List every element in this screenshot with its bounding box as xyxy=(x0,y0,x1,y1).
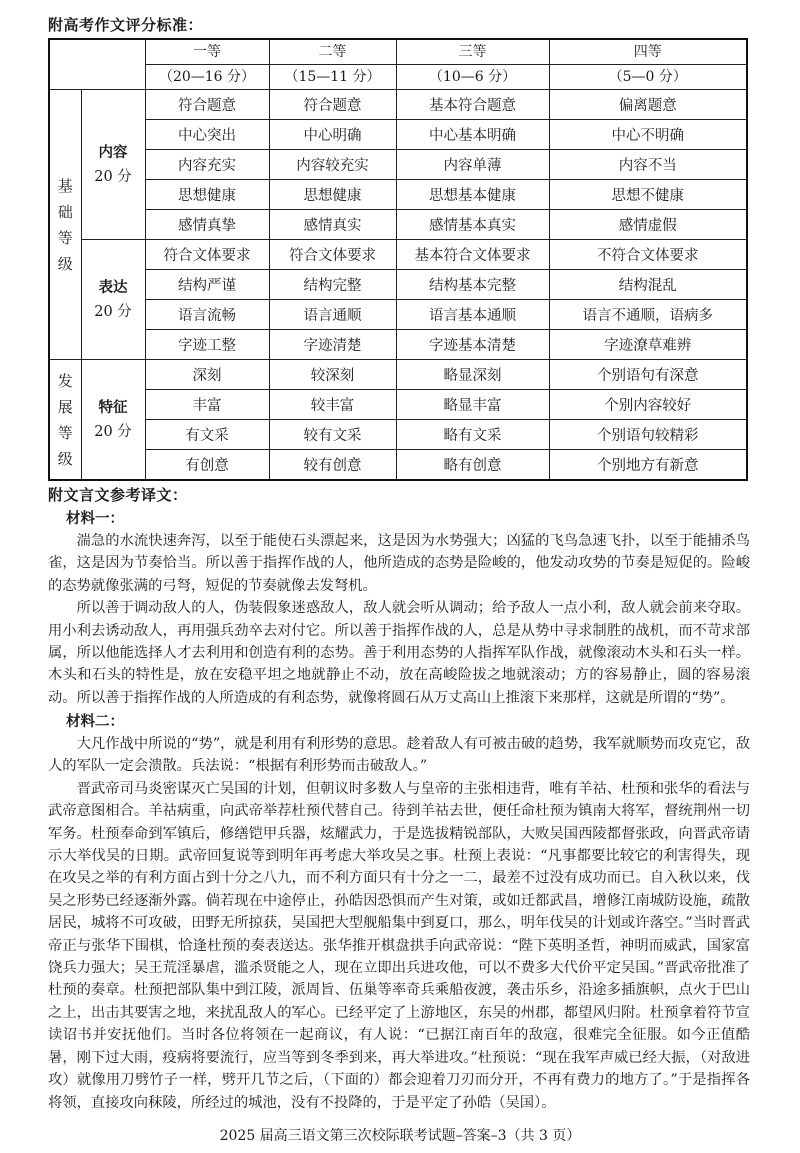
material-2-text xyxy=(48,733,750,1114)
grading-rubric-table xyxy=(48,38,748,481)
table-cell: 字迹基本清楚 xyxy=(396,330,549,360)
table-row xyxy=(49,330,747,360)
table-cell: 有文采 xyxy=(145,420,269,450)
table-cell: 语言基本通顺 xyxy=(396,300,549,330)
table-cell: 内容充实 xyxy=(145,150,269,180)
level-basic-char: 基 xyxy=(57,176,73,195)
table-cell: 内容较充实 xyxy=(269,150,396,180)
table-row xyxy=(49,270,747,300)
grade-1-name: 一等 xyxy=(145,39,269,65)
paragraph: 大凡作战中所说的“势”，就是利用有利形势的意思。趁着敌人有可被击破的趋势，我军就顺势而攻克它，敌人的军队一定会溃散。兵法说：“根据有利形势而击破敌人。” xyxy=(48,736,750,775)
category-expression-score: 20 分 xyxy=(94,303,132,320)
level-basic-char: 础 xyxy=(57,202,73,221)
rubric-corner-cell xyxy=(49,39,145,90)
table-cell: 较有创意 xyxy=(269,450,396,481)
table-row xyxy=(49,180,747,210)
table-cell: 语言流畅 xyxy=(145,300,269,330)
paragraph: 湍急的水流快速奔泻，以至于能使石头漂起来，这是因为水势强大；凶猛的飞鸟急速飞扑，以至于能捕杀鸟雀，这是因为节奏恰当。所以善于指挥作战的人，他所造成的态势是险峻的，他发动攻势的节奏是短促的。险峻的态势就像张满的弓弩，短促的节奏就像去发弩机。 xyxy=(48,533,750,594)
table-row xyxy=(49,120,747,150)
table-cell: 偏离题意 xyxy=(549,90,747,120)
table-cell: 字迹清楚 xyxy=(269,330,396,360)
table-cell: 个别语句较精彩 xyxy=(549,420,747,450)
table-cell: 较有文采 xyxy=(269,420,396,450)
table-cell: 结构完整 xyxy=(269,270,396,300)
category-content-score: 20 分 xyxy=(94,168,132,185)
paragraph: 晋武帝司马炎密谋灭亡吴国的计划，但朝议时多数人与皇帝的主张相违背，唯有羊祜、杜预和张华的看法与武帝意图相合。羊祜病重，向武帝举荐杜预代替自己。待到羊祜去世，便任命杜预为镇南大将军，督统荆州一切军务。杜预奉命到军镇后，修缮铠甲兵器，炫耀武力，于是选拔精锐部队，大败吴国西陵都督张政，向晋武帝请示大举伐吴的日期。武帝回复说等到明年再考虑大举攻吴之事。杜预上表说：“凡事都要比较它的利害得失，现在攻吴之举的有利方面占到十分之八九，而不利方面只有十分之一二，最差不过没有成功而已。自入秋以来，伐吴之形势已经逐渐外露。倘若现在中途停止，孙皓因恐惧而产生对策，或如迁都武昌，增修江南城防设施，疏散居民，城将不可攻破，田野无所掠获，吴国把大型舰船集中到夏口，那么，明年伐吴的计划或许落空。”当时晋武帝正与张华下围棋，恰逢杜预的奏表送达。张华推开棋盘拱手向武帝说：“陛下英明圣哲，神明而威武，国家富饶兵力强大；吴王荒淫暴虐，滥杀贤能之人，现在立即出兵进攻他，可以不费多大代价平定吴国。”晋武帝批准了杜预的奏章。杜预把部队集中到江陵，派周旨、伍巢等率奇兵乘船夜渡，袭击乐乡，沿途多插旗帜，点火于巴山之上，出击其要害之地，来扰乱敌人的军心。已经平定了上游地区，东吴的州郡，都望风归附。杜预拿着符节宣读诏书并安抚他们。当时各位将领在一起商议，有人说：“已据江南百年的敌寇，很难完全征服。如今正值酷暑，刚下过大雨，疫病将要流行，应当等到冬季到来，再大举进攻。”杜预说：“现在我军声威已经大振，（对敌进攻）就像用刀劈竹子一样，劈开几节之后，（下面的）都会迎着刀刃而分开，不再有费力的地方了。”于是指挥各将领，直接攻向秣陵，所经过的城池，没有不投降的，于是平定了孙皓（吴国）。 xyxy=(48,780,750,1111)
table-cell: 思想不健康 xyxy=(549,180,747,210)
table-cell: 感情虚假 xyxy=(549,210,747,240)
grade-3-range: （10—6 分） xyxy=(396,65,549,90)
material-2-label: 材料二： xyxy=(66,714,124,730)
material-1-text xyxy=(48,530,750,709)
translation-title: 附文言文参考译文： xyxy=(48,486,188,504)
table-cell: 个别地方有新意 xyxy=(549,450,747,481)
table-cell: 结构严谨 xyxy=(145,270,269,300)
table-cell: 语言通顺 xyxy=(269,300,396,330)
table-cell: 思想基本健康 xyxy=(396,180,549,210)
table-cell: 中心基本明确 xyxy=(396,120,549,150)
material-1-label: 材料一： xyxy=(66,511,124,527)
level-basic-char: 等 xyxy=(57,228,73,247)
table-cell: 略有文采 xyxy=(396,420,549,450)
table-cell: 基本符合题意 xyxy=(396,90,549,120)
table-cell: 结构混乱 xyxy=(549,270,747,300)
table-cell: 符合文体要求 xyxy=(269,240,396,270)
table-cell: 个别语句有深意 xyxy=(549,360,747,390)
table-cell: 基本符合文体要求 xyxy=(396,240,549,270)
table-cell: 内容不当 xyxy=(549,150,747,180)
table-row xyxy=(49,210,747,240)
table-cell: 感情真实 xyxy=(269,210,396,240)
table-cell: 略显丰富 xyxy=(396,390,549,420)
table-row xyxy=(49,300,747,330)
grade-1-range: （20—16 分） xyxy=(145,65,269,90)
table-cell: 感情基本真实 xyxy=(396,210,549,240)
table-cell: 中心不明确 xyxy=(549,120,747,150)
category-content xyxy=(81,90,145,240)
table-row xyxy=(49,150,747,180)
level-development-char: 展 xyxy=(57,397,73,416)
paragraph: 所以善于调动敌人的人，伪装假象迷惑敌人，敌人就会听从调动；给予敌人一点小利，敌人就会前来夺取。用小利去诱动敌人，再用强兵劲卒去对付它。所以善于指挥作战的人，总是从势中寻求制胜的战机，而不苛求部属，所以他能选择人才去利用和创造有利的态势。善于利用态势的人指挥军队作战，就像滚动木头和石头一样。木头和石头的特性是，放在安稳平坦之地就静止不动，放在高峻险拔之地就滚动；方的容易静止，圆的容易滚动。所以善于指挥作战的人所造成的有利态势，就像将圆石从万丈高山上推滚下来那样，这就是所谓的“势”。 xyxy=(48,600,750,706)
table-cell: 字迹工整 xyxy=(145,330,269,360)
table-cell: 不符合文体要求 xyxy=(549,240,747,270)
grade-4-range: （5—0 分） xyxy=(549,65,747,90)
table-cell: 较丰富 xyxy=(269,390,396,420)
table-cell: 中心明确 xyxy=(269,120,396,150)
table-row xyxy=(49,360,747,390)
table-cell: 语言不通顺，语病多 xyxy=(549,300,747,330)
table-cell: 思想健康 xyxy=(269,180,396,210)
table-cell: 较深刻 xyxy=(269,360,396,390)
rubric-title: 附高考作文评分标准： xyxy=(48,16,204,34)
level-basic xyxy=(49,90,81,360)
level-basic-char: 级 xyxy=(57,254,73,273)
page-footer: 2025 届高三语文第三次校际联考试题–答案–3（共 3 页） xyxy=(219,1128,581,1144)
level-development-char: 级 xyxy=(57,449,73,468)
table-cell: 符合题意 xyxy=(269,90,396,120)
table-cell: 略有创意 xyxy=(396,450,549,481)
grade-2-range: （15—11 分） xyxy=(269,65,396,90)
table-cell: 结构基本完整 xyxy=(396,270,549,300)
category-feature xyxy=(81,360,145,481)
table-row xyxy=(49,420,747,450)
table-cell: 略显深刻 xyxy=(396,360,549,390)
table-cell: 个别内容较好 xyxy=(549,390,747,420)
table-cell: 有创意 xyxy=(145,450,269,481)
table-cell: 思想健康 xyxy=(145,180,269,210)
table-row xyxy=(49,90,747,120)
table-cell: 符合文体要求 xyxy=(145,240,269,270)
table-cell: 字迹潦草难辨 xyxy=(549,330,747,360)
category-content-name: 内容 xyxy=(98,144,128,161)
table-row xyxy=(49,390,747,420)
table-row xyxy=(49,240,747,270)
category-feature-score: 20 分 xyxy=(94,423,132,440)
grade-3-name: 三等 xyxy=(396,39,549,65)
category-expression-name: 表达 xyxy=(98,279,128,296)
grade-4-name: 四等 xyxy=(549,39,747,65)
table-cell: 符合题意 xyxy=(145,90,269,120)
grade-2-name: 二等 xyxy=(269,39,396,65)
category-expression xyxy=(81,240,145,360)
table-cell: 深刻 xyxy=(145,360,269,390)
table-cell: 丰富 xyxy=(145,390,269,420)
table-row xyxy=(49,450,747,481)
rubric-header-row xyxy=(49,39,747,65)
table-cell: 内容单薄 xyxy=(396,150,549,180)
level-development-char: 发 xyxy=(57,371,73,390)
category-feature-name: 特征 xyxy=(98,399,128,416)
level-development xyxy=(49,360,81,481)
table-cell: 中心突出 xyxy=(145,120,269,150)
level-development-char: 等 xyxy=(57,423,73,442)
rubric-range-row xyxy=(49,65,747,90)
table-cell: 感情真挚 xyxy=(145,210,269,240)
